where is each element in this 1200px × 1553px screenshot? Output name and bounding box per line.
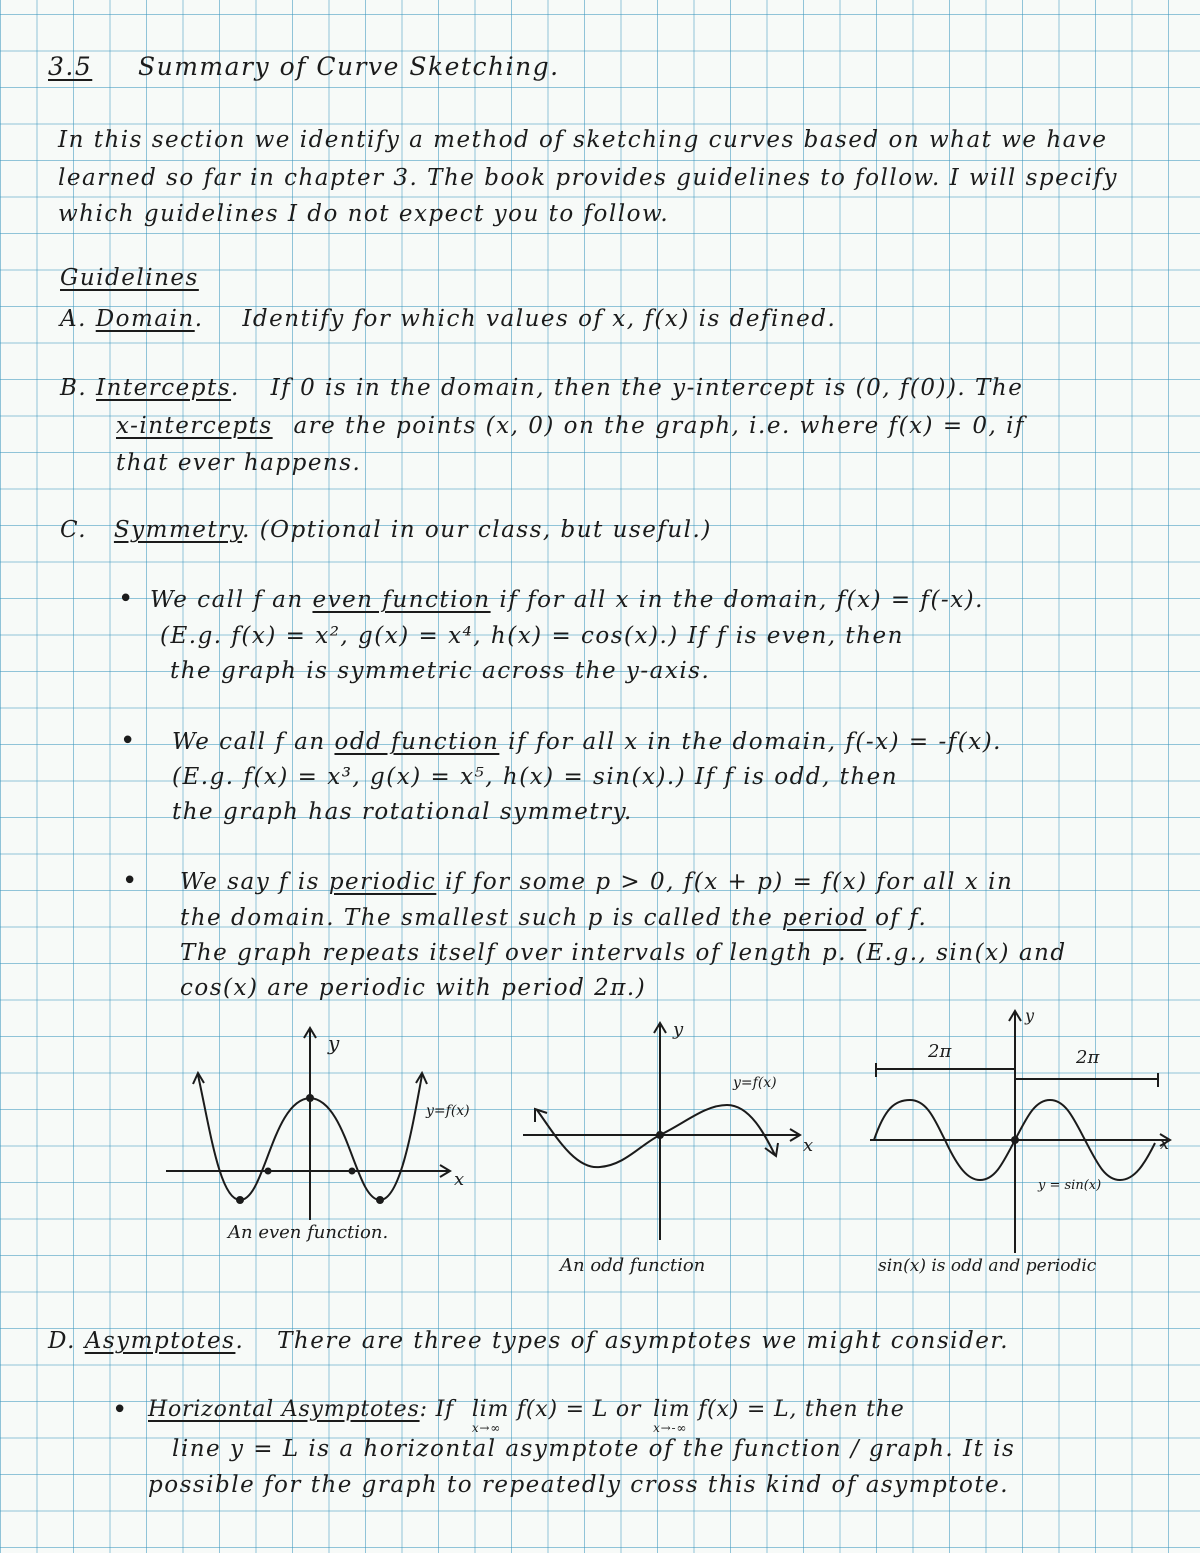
limit-x-to-infinity: lim x→∞ bbox=[471, 1397, 510, 1435]
item-a-text: Identify for which values of x, f(x) is defined. bbox=[242, 306, 837, 332]
curve-label: y = sin(x) bbox=[1038, 1178, 1102, 1193]
periodic-line-3: The graph repeats itself over intervals of length p. (E.g., sin(x) and bbox=[180, 940, 1067, 966]
periodic-line-2: the domain. The smallest such p is called the period of f. bbox=[180, 905, 928, 931]
y-axis-label: y bbox=[328, 1031, 340, 1055]
page-title: Summary of Curve Sketching. bbox=[138, 52, 560, 81]
periodic-function-graph bbox=[870, 1003, 1180, 1283]
item-a-label: A. bbox=[60, 306, 87, 332]
period-label-left: 2π bbox=[928, 1041, 952, 1062]
section-number: 3.5 bbox=[48, 52, 93, 81]
horizontal-line-2: line y = L is a horizontal asymptote of the function / graph. It is bbox=[172, 1436, 1016, 1462]
item-b-line-1: B. Intercepts. If 0 is in the domain, then the y-intercept is (0, f(0)). The bbox=[60, 375, 1024, 401]
graph-caption: sin(x) is odd and periodic bbox=[878, 1256, 1097, 1276]
periodic-line-1: We say f is periodic if for some p > 0, f(x + p) = f(x) for all x in bbox=[180, 869, 1014, 895]
even-line-1: We call f an even function if for all x in the domain, f(x) = f(-x). bbox=[150, 587, 984, 613]
item-a: A. Domain. Identify for which values of x, f(x) is defined. bbox=[60, 306, 837, 332]
odd-curve bbox=[537, 1105, 775, 1167]
item-b-term-2: x-intercepts bbox=[116, 413, 273, 439]
item-b-line-3: that ever happens. bbox=[116, 450, 362, 476]
item-d-line-1: D. Asymptotes. There are three types of asymptotes we might consider. bbox=[48, 1328, 1010, 1354]
bullet-dot: • bbox=[118, 584, 134, 614]
bullet-dot: • bbox=[122, 866, 138, 896]
intro-line-1: In this section we identify a method of sketching curves based on what we have bbox=[58, 127, 1108, 153]
even-line-3: the graph is symmetric across the y-axis. bbox=[170, 658, 711, 684]
item-b-term: Intercepts bbox=[96, 375, 232, 401]
even-line-2: (E.g. f(x) = x², g(x) = x⁴, h(x) = cos(x).) If f is even, then bbox=[160, 623, 904, 649]
odd-term: odd function bbox=[334, 729, 500, 755]
bullet-dot: • bbox=[120, 726, 136, 756]
curve-label: y=f(x) bbox=[426, 1103, 470, 1119]
period-term: period bbox=[782, 905, 867, 931]
odd-line-3: the graph has rotational symmetry. bbox=[172, 799, 633, 825]
periodic-line-4: cos(x) are periodic with period 2π.) bbox=[180, 975, 647, 1001]
periodic-term: periodic bbox=[328, 869, 437, 895]
x-axis-label: x bbox=[803, 1135, 814, 1156]
even-term: even function bbox=[312, 587, 491, 613]
limit-x-to-neg-infinity: lim x→-∞ bbox=[653, 1397, 691, 1435]
x-axis-label: x bbox=[1160, 1134, 1170, 1153]
horizontal-line-3: possible for the graph to repeatedly cross this kind of asymptote. bbox=[148, 1472, 1010, 1498]
item-d-term: Asymptotes bbox=[84, 1328, 236, 1354]
item-c-note: (Optional in our class, but useful.) bbox=[259, 517, 712, 543]
horizontal-term: Horizontal Asymptotes bbox=[148, 1397, 420, 1422]
y-axis-label: y bbox=[1025, 1006, 1035, 1025]
period-label-right: 2π bbox=[1076, 1047, 1100, 1068]
item-c-term: Symmetry bbox=[113, 517, 243, 543]
odd-line-2: (E.g. f(x) = x³, g(x) = x⁵, h(x) = sin(x).) If f is odd, then bbox=[172, 764, 899, 790]
item-d-label: D. bbox=[48, 1328, 76, 1354]
intro-line-3: which guidelines I do not expect you to follow. bbox=[58, 201, 670, 227]
item-c-line-1: C. Symmetry. (Optional in our class, but useful.) bbox=[60, 517, 712, 543]
bullet-dot: • bbox=[112, 1395, 128, 1425]
item-b-line-2 bbox=[116, 413, 1025, 439]
item-c-label: C. bbox=[60, 517, 88, 543]
graph-caption: An even function. bbox=[228, 1222, 389, 1243]
item-d-text: There are three types of asymptotes we might consider. bbox=[277, 1328, 1010, 1354]
graph-caption: An odd function bbox=[560, 1255, 706, 1276]
item-b-text-1: If 0 is in the domain, then the y-intercept is (0, f(0)). The bbox=[270, 375, 1024, 401]
item-b-text-2: are the points (x, 0) on the graph, i.e. where f(x) = 0, if bbox=[293, 413, 1026, 439]
even-function-graph bbox=[160, 1020, 480, 1243]
odd-line-1: We call f an odd function if for all x in the domain, f(-x) = -f(x). bbox=[172, 729, 1002, 755]
curve-label: y=f(x) bbox=[733, 1075, 777, 1091]
item-b-label: B. bbox=[60, 375, 88, 401]
horizontal-line-1: Horizontal Asymptotes: If lim x→∞ f(x) = L or lim x→-∞ f(x) = L, then the bbox=[148, 1397, 905, 1435]
intro-line-2: learned so far in chapter 3. The book provides guidelines to follow. I will specify bbox=[58, 165, 1118, 191]
item-a-term: Domain bbox=[95, 306, 195, 332]
odd-function-graph bbox=[515, 1015, 815, 1285]
guidelines-heading: Guidelines bbox=[60, 265, 199, 291]
x-axis-label: x bbox=[454, 1169, 465, 1190]
y-axis-label: y bbox=[673, 1019, 684, 1040]
